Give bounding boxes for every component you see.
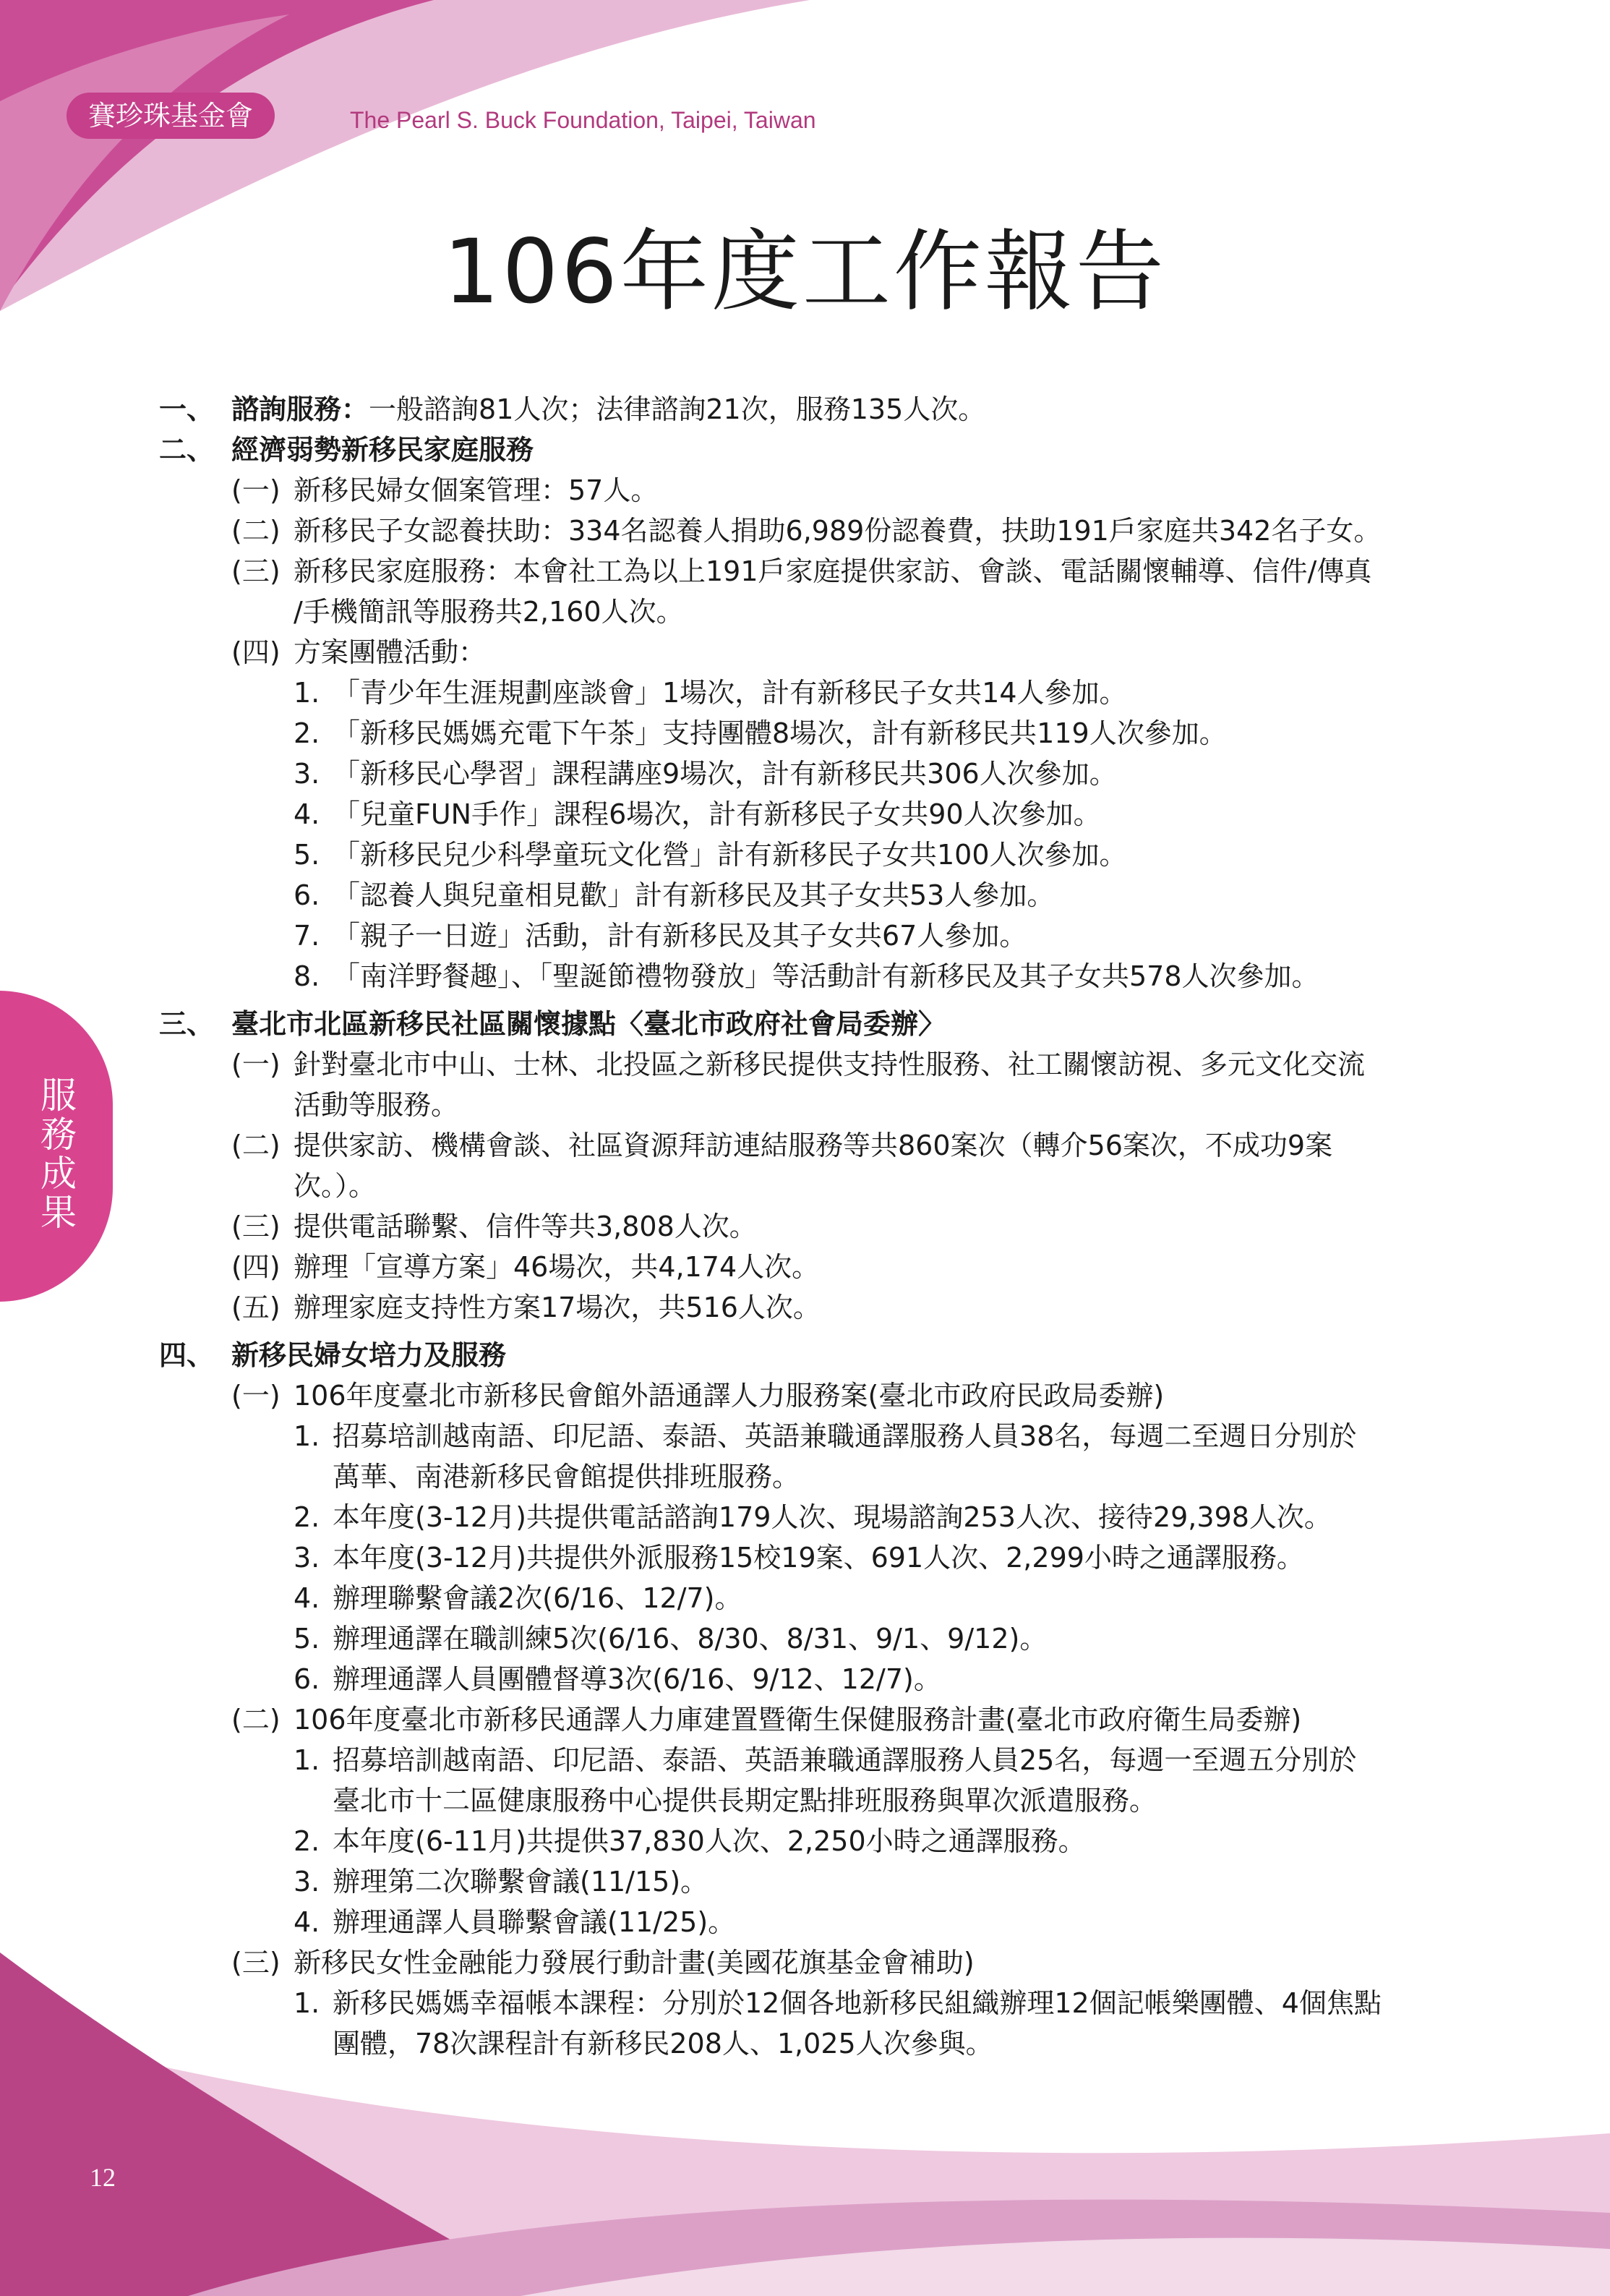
list-item: [294, 1539, 1304, 1576]
item-text: 招募培訓越南語、印尼語、泰語、英語兼職通譯服務人員38名，每週二至週日分別於: [333, 1420, 1357, 1452]
list-item: [231, 1208, 757, 1245]
list-item: [294, 957, 1319, 995]
item-number: (二): [231, 1704, 281, 1736]
item-text: 提供電話聯繫、信件等共3,808人次。: [294, 1211, 757, 1242]
list-item: [231, 1127, 1332, 1164]
item-text: 新移民子女認養扶助：334名認養人捐助6,989份認養費，扶助191戶家庭共342名子女。: [294, 515, 1382, 547]
org-english-name: The Pearl S. Buck Foundation, Taipei, Taiwan: [350, 107, 816, 133]
item-number: 3.: [294, 758, 320, 790]
section-title: 諮詢服務：: [231, 393, 369, 425]
section-number: 一、: [159, 393, 215, 425]
item-text: 辦理「宣導方案」46場次，共4,174人次。: [294, 1251, 820, 1283]
list-item: [294, 836, 1127, 874]
item-text: 106年度臺北市新移民通譯人力庫建置暨衛生保健服務計畫(臺北市政府衛生局委辦): [294, 1704, 1302, 1736]
item-text: 提供家訪、機構會談、社區資源拜訪連結服務等共860案次（轉介56案次，不成功9案: [294, 1130, 1333, 1161]
item-text: 萬華、南港新移民會館提供排班服務。: [333, 1461, 800, 1493]
list-item: [231, 552, 1371, 590]
org-name-badge: 賽珍珠基金會: [67, 93, 275, 139]
item-number: (五): [231, 1292, 281, 1323]
item-number: 1.: [294, 677, 320, 709]
section-number: 三、: [159, 1008, 215, 1040]
item-number: (一): [231, 1380, 281, 1412]
list-item: [294, 1417, 1356, 1455]
side-tab-label: 服務成果: [40, 1075, 77, 1234]
item-text: 本年度(3-12月)共提供電話諮詢179人次、現場諮詢253人次、接待29,398人次。: [333, 1501, 1332, 1533]
section-text: 一般諮詢81人次；法律諮詢21次，服務135人次。: [369, 393, 986, 425]
list-item: [231, 1701, 1301, 1738]
item-text: 「親子一日遊」活動，計有新移民及其子女共67人參加。: [333, 920, 1027, 952]
section-title: 臺北市北區新移民社區關懷據點〈臺北市政府社會局委辦〉: [231, 1008, 946, 1040]
item-text: 「青少年生涯規劃座談會」1場次，計有新移民子女共14人參加。: [333, 677, 1127, 709]
item-text: 「南洋野餐趣」、「聖誕節禮物發放」等活動計有新移民及其子女共578人次參加。: [333, 960, 1319, 992]
item-number: 2.: [294, 1501, 320, 1533]
item-text: 招募培訓越南語、印尼語、泰語、英語兼職通譯服務人員25名，每週一至週五分別於: [333, 1744, 1357, 1776]
list-item: [294, 714, 1227, 752]
section-2: [159, 431, 534, 469]
list-item: [294, 755, 1117, 793]
section-title: 新移民婦女培力及服務: [231, 1339, 507, 1371]
item-number: (一): [231, 474, 281, 506]
item-number: 5.: [294, 839, 320, 871]
section-3: [159, 1005, 946, 1043]
list-item: [294, 1863, 708, 1900]
item-number: 1.: [294, 1744, 320, 1776]
list-item-continued: [333, 1458, 800, 1495]
item-text: 團體，78次課程計有新移民208人、1,025人次參與。: [333, 2028, 993, 2060]
item-text: 辦理家庭支持性方案17場次，共516人次。: [294, 1292, 821, 1323]
item-text: 辦理通譯人員聯繫會議(11/25)。: [333, 1906, 736, 1938]
list-item-continued: [294, 593, 684, 631]
item-number: 3.: [294, 1866, 320, 1898]
list-item-continued: [294, 1167, 376, 1205]
item-text: 106年度臺北市新移民會館外語通譯人力服務案(臺北市政府民政局委辦): [294, 1380, 1165, 1412]
list-item: [294, 795, 1101, 833]
item-text: 方案團體活動：: [294, 636, 487, 668]
item-number: (二): [231, 515, 281, 547]
list-item-continued: [333, 1782, 1157, 1819]
item-text: 次。）。: [294, 1170, 377, 1202]
list-item: [294, 876, 1054, 914]
list-item: [231, 633, 486, 671]
item-number: 4.: [294, 1582, 320, 1614]
list-item: [294, 917, 1027, 955]
list-item: [294, 1903, 735, 1941]
item-text: 本年度(3-12月)共提供外派服務15校19案、691人次、2,299小時之通譯服務。: [333, 1542, 1304, 1574]
item-text: 新移民媽媽幸福帳本課程：分別於12個各地新移民組織辦理12個記帳樂團體、4個焦點: [333, 1987, 1382, 2019]
item-text: 針對臺北市中山、士林、北投區之新移民提供支持性服務、社工關懷訪視、多元文化交流: [294, 1049, 1366, 1080]
section-1: [159, 391, 985, 428]
item-number: 4.: [294, 798, 320, 830]
item-number: 7.: [294, 920, 320, 952]
list-item: [231, 471, 658, 509]
page-number: 12: [90, 2163, 116, 2192]
list-item: [231, 512, 1381, 550]
item-number: 5.: [294, 1623, 320, 1655]
list-item: [231, 1944, 975, 1981]
item-number: (三): [231, 1947, 281, 1979]
list-item-continued: [294, 1086, 458, 1124]
item-number: 6.: [294, 1663, 320, 1695]
item-text: 辦理通譯在職訓練5次(6/16、8/30、8/31、9/1、9/12)。: [333, 1623, 1048, 1655]
item-text: 辦理第二次聯繫會議(11/15)。: [333, 1866, 708, 1898]
item-text: 「新移民兒少科學童玩文化營」計有新移民子女共100人次參加。: [333, 839, 1127, 871]
item-text: 新移民家庭服務：本會社工為以上191戶家庭提供家訪、會談、電話關懷輔導、信件/傳真: [294, 555, 1372, 587]
list-item: [231, 1248, 819, 1286]
list-item-continued: [333, 2025, 993, 2062]
list-item: [294, 1498, 1332, 1536]
item-text: 活動等服務。: [294, 1089, 459, 1121]
item-number: 1.: [294, 1987, 320, 2019]
item-number: (四): [231, 1251, 281, 1283]
list-item: [294, 1741, 1356, 1779]
item-number: 6.: [294, 879, 320, 911]
list-item: [294, 1822, 1086, 1860]
item-number: 8.: [294, 960, 320, 992]
list-item: [231, 1377, 1164, 1414]
item-number: (三): [231, 555, 281, 587]
item-text: 本年度(6-11月)共提供37,830人次、2,250小時之通譯服務。: [333, 1825, 1086, 1857]
list-item: [294, 674, 1127, 712]
item-text: 新移民女性金融能力發展行動計畫(美國花旗基金會補助): [294, 1947, 975, 1979]
item-text: 「認養人與兒童相見歡」計有新移民及其子女共53人參加。: [333, 879, 1055, 911]
item-text: 辦理聯繫會議2次(6/16、12/7)。: [333, 1582, 742, 1614]
item-number: (三): [231, 1211, 281, 1242]
item-text: 「新移民心學習」課程講座9場次，計有新移民共306人次參加。: [333, 758, 1117, 790]
section-title: 經濟弱勢新移民家庭服務: [231, 434, 534, 466]
item-text: 「新移民媽媽充電下午茶」支持團體8場次，計有新移民共119人次參加。: [333, 717, 1227, 749]
item-number: 4.: [294, 1906, 320, 1938]
item-number: (一): [231, 1049, 281, 1080]
list-item: [294, 1620, 1047, 1657]
item-number: 2.: [294, 717, 320, 749]
section-number: 二、: [159, 434, 215, 466]
item-number: 1.: [294, 1420, 320, 1452]
item-text: 「兒童FUN手作」課程6場次，計有新移民子女共90人次參加。: [333, 798, 1101, 830]
list-item: [231, 1289, 821, 1326]
list-item: [294, 1660, 941, 1698]
item-number: 3.: [294, 1542, 320, 1574]
section-number: 四、: [159, 1339, 215, 1371]
item-text: 臺北市十二區健康服務中心提供長期定點排班服務與單次派遣服務。: [333, 1785, 1157, 1817]
item-number: (四): [231, 636, 281, 668]
item-text: 新移民婦女個案管理：57人。: [294, 474, 659, 506]
item-text: /手機簡訊等服務共2,160人次。: [294, 596, 684, 628]
list-item: [294, 1984, 1382, 2022]
list-item: [231, 1046, 1365, 1083]
item-number: 2.: [294, 1825, 320, 1857]
item-text: 辦理通譯人員團體督導3次(6/16、9/12、12/7)。: [333, 1663, 941, 1695]
section-4: [159, 1336, 506, 1374]
item-number: (二): [231, 1130, 281, 1161]
page-title: 106年度工作報告: [443, 221, 1167, 323]
list-item: [294, 1579, 742, 1617]
